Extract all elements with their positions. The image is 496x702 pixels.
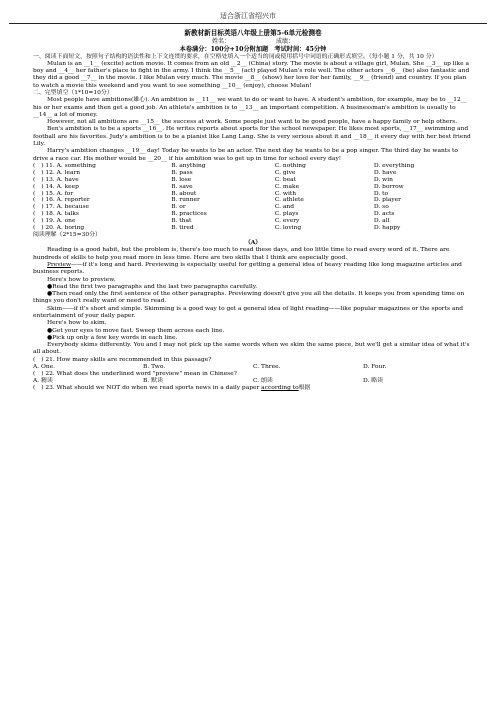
doc-title: 新教材新目标英语八年级上册第5-6单元检测卷 [184, 29, 322, 37]
cloze-option-b: B. about [171, 190, 197, 197]
cloze-option-b: B. pass [171, 169, 193, 176]
cloze-option-b: B. lose [171, 176, 192, 183]
cloze-option-d: D. have [373, 169, 397, 176]
student-info [33, 38, 473, 46]
cloze-option-b: B. anything [171, 162, 206, 169]
cloze-option-stem: ( ) 11. A. something [33, 162, 96, 169]
cloze-option-row [33, 211, 473, 218]
cloze-paragraph-2: However, not all ambitions are __15__ the success at work. Some people just want to be good people, have a happy family or help others. [47, 119, 458, 126]
question-23-underlined: according to [261, 385, 299, 392]
cloze-options-table [33, 163, 473, 232]
reading-paragraph-3: Here's how to preview. [47, 276, 116, 283]
question-23-text: ( ) 23. What should we NOT do when we read sports news in a daily paper [33, 385, 262, 392]
preview-text: ——if it's long and hard. Previewing is especially useful for getting a general idea of heavy reading like long magazine articles and business reports. [33, 261, 462, 276]
cloze-option-row [33, 177, 473, 184]
name-label: 姓名： [212, 38, 231, 45]
cloze-option-stem: ( ) 20. A. boring [33, 225, 85, 232]
reading-bullet-3: ●Get your eyes to move fast. Sweep them across each line. [47, 327, 225, 334]
cloze-option-c: C. and [274, 204, 294, 211]
cloze-option-b: B. tired [171, 225, 194, 232]
cloze-option-row [33, 225, 473, 232]
cloze-option-c: C. nothing [274, 162, 306, 169]
cloze-option-c: C. every [274, 218, 300, 225]
section1-text: Mulan is an __1__ (excite) action movie. It comes from an old __2__ (China) story. The movie is about a village girl, Mulan. She __3__ up like a boy and __4__ her father's place to fight in the army. I think the __5__ (act) played Mulan's role well. The other actors __6__ (be) also fantastic and they did a good __7__ in the movie. I like Mulan very much. The movie __8__ (show) her love for her family, __9__ (friend) and country. If you plan to watch a movie this weekend and you want to see something __10__ (enjoy), choose Mulan! [33, 60, 470, 89]
cloze-option-d: D. all [373, 218, 390, 225]
cloze-option-stem: ( ) 17. A. because [33, 204, 89, 211]
cloze-option-d: D. so [373, 204, 389, 211]
cloze-option-stem: ( ) 16. A. reporter [33, 197, 90, 204]
q22-option-b: B. 默读 [143, 378, 163, 385]
cloze-option-stem: ( ) 14. A. keep [33, 183, 79, 190]
cloze-option-stem: ( ) 15. A. for [33, 190, 74, 197]
cloze-option-d: D. player [373, 197, 401, 204]
cloze-option-c: C. athlete [274, 197, 304, 204]
cloze-option-b: B. save [171, 183, 193, 190]
score-line: 本卷满分：100分+10分附加题 考试时间：45分钟 [179, 45, 327, 53]
question-21-options [33, 364, 473, 371]
cloze-option-c: C. plays [274, 211, 299, 218]
cloze-option-b: B. that [171, 218, 192, 225]
score-label: 成绩： [275, 38, 294, 45]
passage-a-label: （A） [244, 239, 262, 247]
cloze-option-c: C. make [274, 183, 300, 190]
document-body [33, 29, 473, 392]
q22-option-a: A. 精读 [33, 378, 53, 385]
section3-heading: 阅读理解（2*15=30分） [33, 232, 101, 239]
cloze-option-row [33, 197, 473, 204]
question-23-note: 根据 [298, 385, 311, 392]
reading-paragraph-4: Skim——if it's short and simple. Skimming is a good way to get a general idea of light reading——like popular magazines or the sports and entertainment of your daily paper. [33, 305, 463, 319]
cloze-option-d: D. everything [373, 162, 415, 169]
question-23 [33, 385, 473, 392]
cloze-option-stem: ( ) 19. A. one [33, 218, 76, 225]
cloze-option-d: D. happy [373, 225, 401, 232]
cloze-option-row [33, 204, 473, 211]
reading-paragraph-2 [33, 262, 473, 277]
preview-word: Preview [47, 261, 72, 268]
reading-paragraph-6: Everybody skims differently. You and I may not pick up the same words when we skim the same piece, but we'll get a similar idea of what it's all about. [33, 342, 470, 356]
cloze-option-d: D. win [373, 176, 393, 183]
cloze-option-c: C. with [274, 190, 297, 197]
reading-paragraph-5: Here's how to skim. [47, 320, 107, 327]
cloze-option-row [33, 170, 473, 177]
cloze-paragraph-1: Most people have ambitions(雄心). An ambition is __11__ we want to do or want to have. A student's ambition, for example, may be to __12__ his or her exams and then get a good job. An athlete's ambition is to __13__ an important competition. A businessman's ambition is usually to __14__ a lot of money. [33, 97, 467, 118]
cloze-option-stem: ( ) 13. A. have [33, 176, 79, 183]
reading-paragraph-1: Reading is a good habit, but the problem is, there's too much to read these days, and too little time to read every word of it. There are hundreds of skills to help you read more in less time. Here are two skills that I think are especially good. [33, 247, 450, 261]
cloze-option-stem: ( ) 18. A. talks [33, 211, 79, 218]
cloze-option-row [33, 218, 473, 225]
question-21: ( ) 21. How many skills are recommended in this passage? [33, 356, 212, 363]
page-header: 适合浙江省绍兴市 [220, 12, 276, 20]
cloze-option-c: C. beat [274, 176, 297, 183]
cloze-option-stem: ( ) 12. A. learn [33, 169, 81, 176]
cloze-option-b: B. runner [171, 197, 200, 204]
question-22: ( ) 22. What does the underlined word "preview" mean in Chinese? [33, 370, 237, 377]
cloze-option-b: B. practices [171, 211, 207, 218]
cloze-option-b: B. or [171, 204, 186, 211]
q21-option-a: A. One. [33, 364, 55, 371]
q22-option-d: D. 略读 [363, 378, 384, 385]
cloze-option-row [33, 163, 473, 170]
reading-bullet-1: ●Read the first two paragraphs and the last two paragraphs carefully. [47, 283, 258, 290]
q22-option-c: C. 朗读 [253, 378, 273, 385]
cloze-option-d: D. borrow [373, 183, 404, 190]
reading-bullet-2: ●Then read only the first sentence of the other paragraphs. Previewing doesn't give you all the details. It keeps you from spending time on things you don't really want or need to read. [33, 291, 465, 305]
cloze-option-row [33, 191, 473, 198]
section1-heading: 一、阅读下面短文，按照句子结构的语法性和上下文连贯的要求，在空格处填入一个适当的词或使用括号中词语的正确形式填空。（每小题 1 分，共 10 分） [33, 53, 438, 60]
q21-option-c: C. Three. [253, 364, 281, 371]
cloze-option-d: D. acts [373, 211, 395, 218]
section2-heading: 二、完型填空（1*10=10分） [33, 89, 113, 96]
cloze-option-c: C. loving [274, 225, 302, 232]
cloze-paragraph-4: Harry's ambition changes __19__ day! Today he wants to be an actor. The next day he wants to be a pop singer. The third day he wants to drive a race car. His mother would be __20__ if his ambition was to get up in time for school every day! [33, 148, 458, 162]
cloze-paragraph-3: Ben's ambition is to be a sports __16__. He writes reports about sports for the school newspaper. He likes most sports, __17__ swimming and football are his favorites. Judy's ambition is to be a pianist like Lang Lang. She is very serious about it and __18__ it every day with her best friend Lily. [33, 126, 471, 148]
header-divider [9, 23, 487, 24]
cloze-option-d: D. to [373, 190, 389, 197]
q21-option-b: B. Two. [143, 364, 166, 371]
reading-bullet-4: ●Pick up only a few key words in each line. [47, 334, 178, 341]
q21-option-d: D. Four. [363, 364, 387, 371]
cloze-option-c: C. give [274, 169, 296, 176]
cloze-option-row [33, 184, 473, 191]
